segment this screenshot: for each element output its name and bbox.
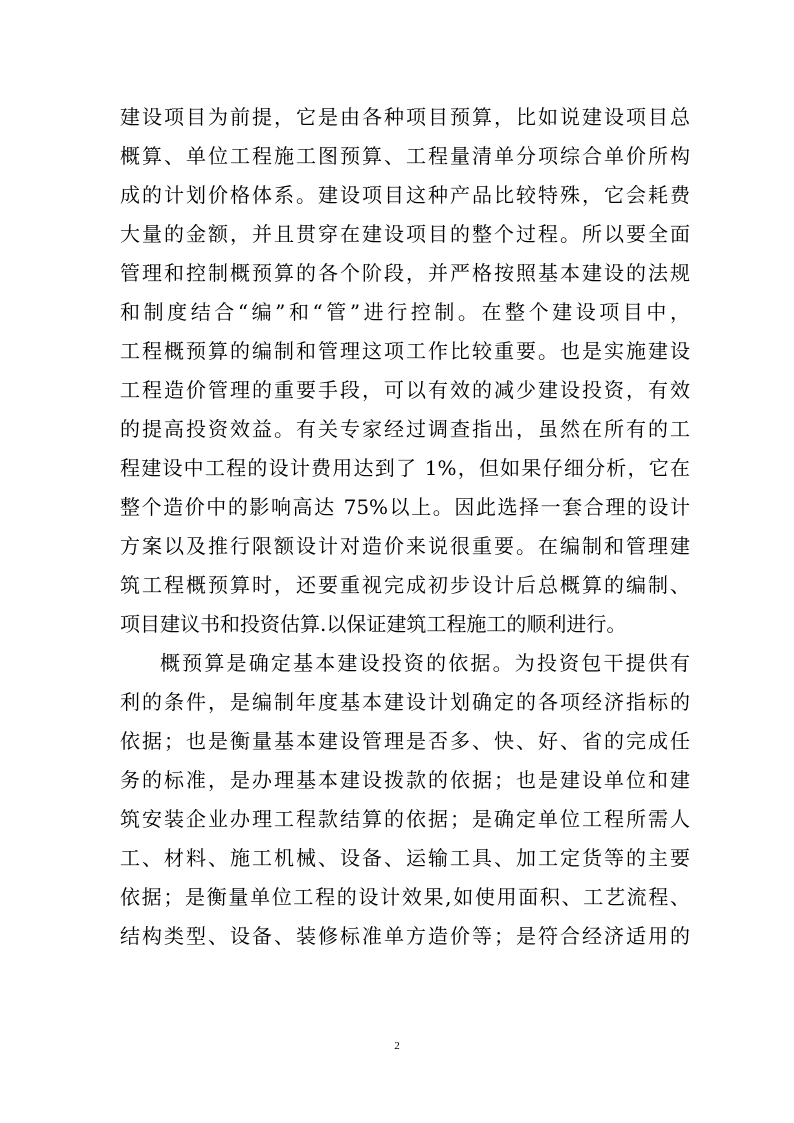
- text-line: 概预算是确定基本建设投资的依据。为投资包干提供有: [160, 651, 690, 675]
- text-line: 筑工程概预算时，还要重视完成初步设计后总概算的编制、: [120, 573, 690, 597]
- text-line: 工程概预算的编制和管理这项工作比较重要。也是实施建设: [120, 339, 690, 363]
- body-text: [120, 98, 690, 956]
- text-line: 利的条件，是编制年度基本建设计划确定的各项经济指标的: [120, 690, 690, 714]
- text-line: 建设项目为前提，它是由各种项目预算，比如说建设项目总: [120, 105, 690, 129]
- text-line: 和制度结合“编”和“管”进行控制。在整个建设项目中，: [120, 300, 690, 324]
- text-line: 依据；是衡量单位工程的设计效果,如使用面积、工艺流程、: [120, 885, 690, 909]
- text-line: 项目建议书和投资估算.以保证建筑工程施工的顺利进行。: [120, 612, 627, 636]
- text-line: 工程造价管理的重要手段，可以有效的减少建设投资，有效: [120, 378, 690, 402]
- text-line: 筑安装企业办理工程款结算的依据；是确定单位工程所需人: [120, 807, 690, 831]
- paragraph-1: [120, 98, 690, 644]
- text-line: 成的计划价格体系。建设项目这种产品比较特殊，它会耗费: [120, 183, 690, 207]
- text-line: 大量的金额，并且贯穿在建设项目的整个过程。所以要全面: [120, 222, 690, 246]
- text-line: 工、材料、施工机械、设备、运输工具、加工定货等的主要: [120, 846, 690, 870]
- text-line: 整个造价中的影响高达 75%以上。因此选择一套合理的设计: [120, 495, 690, 519]
- text-line: 概算、单位工程施工图预算、工程量清单分项综合单价所构: [120, 144, 690, 168]
- text-line: 的提高投资效益。有关专家经过调查指出，虽然在所有的工: [120, 417, 690, 441]
- page-number: 2: [394, 1040, 400, 1052]
- text-line: 方案以及推行限额设计对造价来说很重要。在编制和管理建: [120, 534, 690, 558]
- text-line: 程建设中工程的设计费用达到了 1%，但如果仔细分析，它在: [120, 456, 690, 480]
- text-line: 结构类型、设备、装修标准单方造价等；是符合经济适用的: [120, 924, 690, 948]
- text-line: 管理和控制概预算的各个阶段，并严格按照基本建设的法规: [120, 261, 690, 285]
- text-line: 务的标准，是办理基本建设拨款的依据；也是建设单位和建: [120, 768, 690, 792]
- text-line: 依据；也是衡量基本建设管理是否多、快、好、省的完成任: [120, 729, 690, 753]
- paragraph-2: [120, 644, 690, 956]
